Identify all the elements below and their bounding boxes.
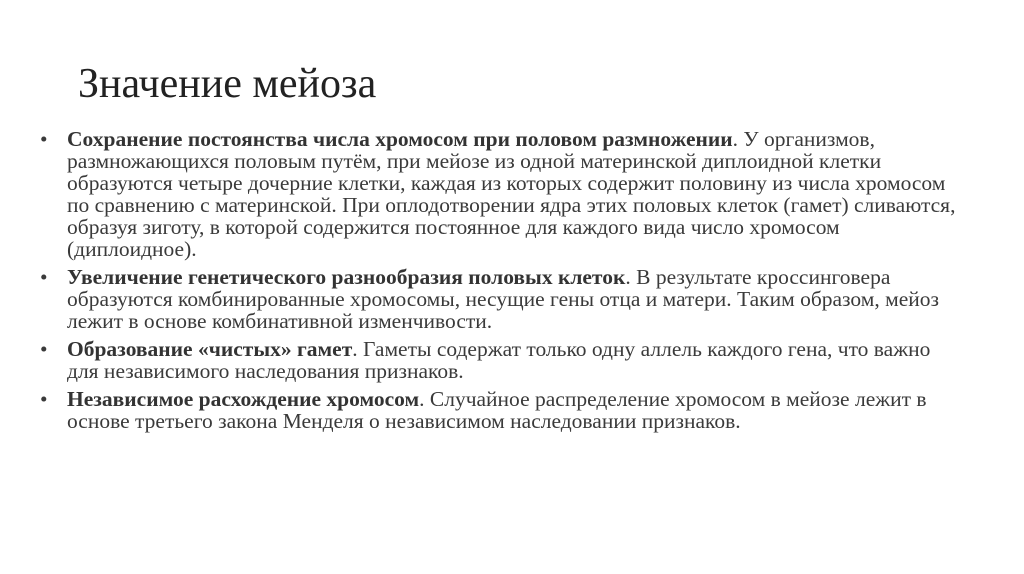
bullet-icon: • bbox=[40, 127, 48, 151]
item-text: . Случайное распределение хромосом в мейозе лежит в основе третьего закона Менделя о независимом наследовании признаков. bbox=[67, 387, 927, 433]
list-item bbox=[40, 128, 960, 260]
list-item bbox=[40, 338, 960, 382]
bullet-icon: • bbox=[40, 265, 48, 289]
slide-title: Значение мейоза bbox=[78, 61, 377, 107]
item-text: . У организмов, размножающихся половым путём, при мейозе из одной материнской диплоидной клетки образуются четыре дочерние клетки, каждая из которых содержит половину из числа хромосом по сравнению с материнской. При оплодотворении ядра этих половых клеток (гамет) сливаются, образуя зиготу, в которой содержится постоянное для каждого вида число хромосом (диплоидное). bbox=[67, 127, 956, 261]
list-item bbox=[40, 388, 960, 432]
item-lead: Образование «чистых» гамет bbox=[67, 337, 353, 361]
list-item bbox=[40, 266, 960, 332]
item-text: . Гаметы содержат только одну аллель каждого гена, что важно для независимого наследования признаков. bbox=[67, 337, 931, 383]
item-lead: Увеличение генетического разнообразия половых клеток bbox=[67, 265, 626, 289]
item-text: . В результате кроссинговера образуются комбинированные хромосомы, несущие гены отца и матери. Таким образом, мейоз лежит в основе комбинативной изменчивости. bbox=[67, 265, 940, 333]
bullet-icon: • bbox=[40, 387, 48, 411]
bullet-list bbox=[40, 128, 960, 438]
bullet-icon: • bbox=[40, 337, 48, 361]
item-lead: Сохранение постоянства числа хромосом при половом размножении bbox=[67, 127, 733, 151]
item-lead: Независимое расхождение хромосом bbox=[67, 387, 420, 411]
